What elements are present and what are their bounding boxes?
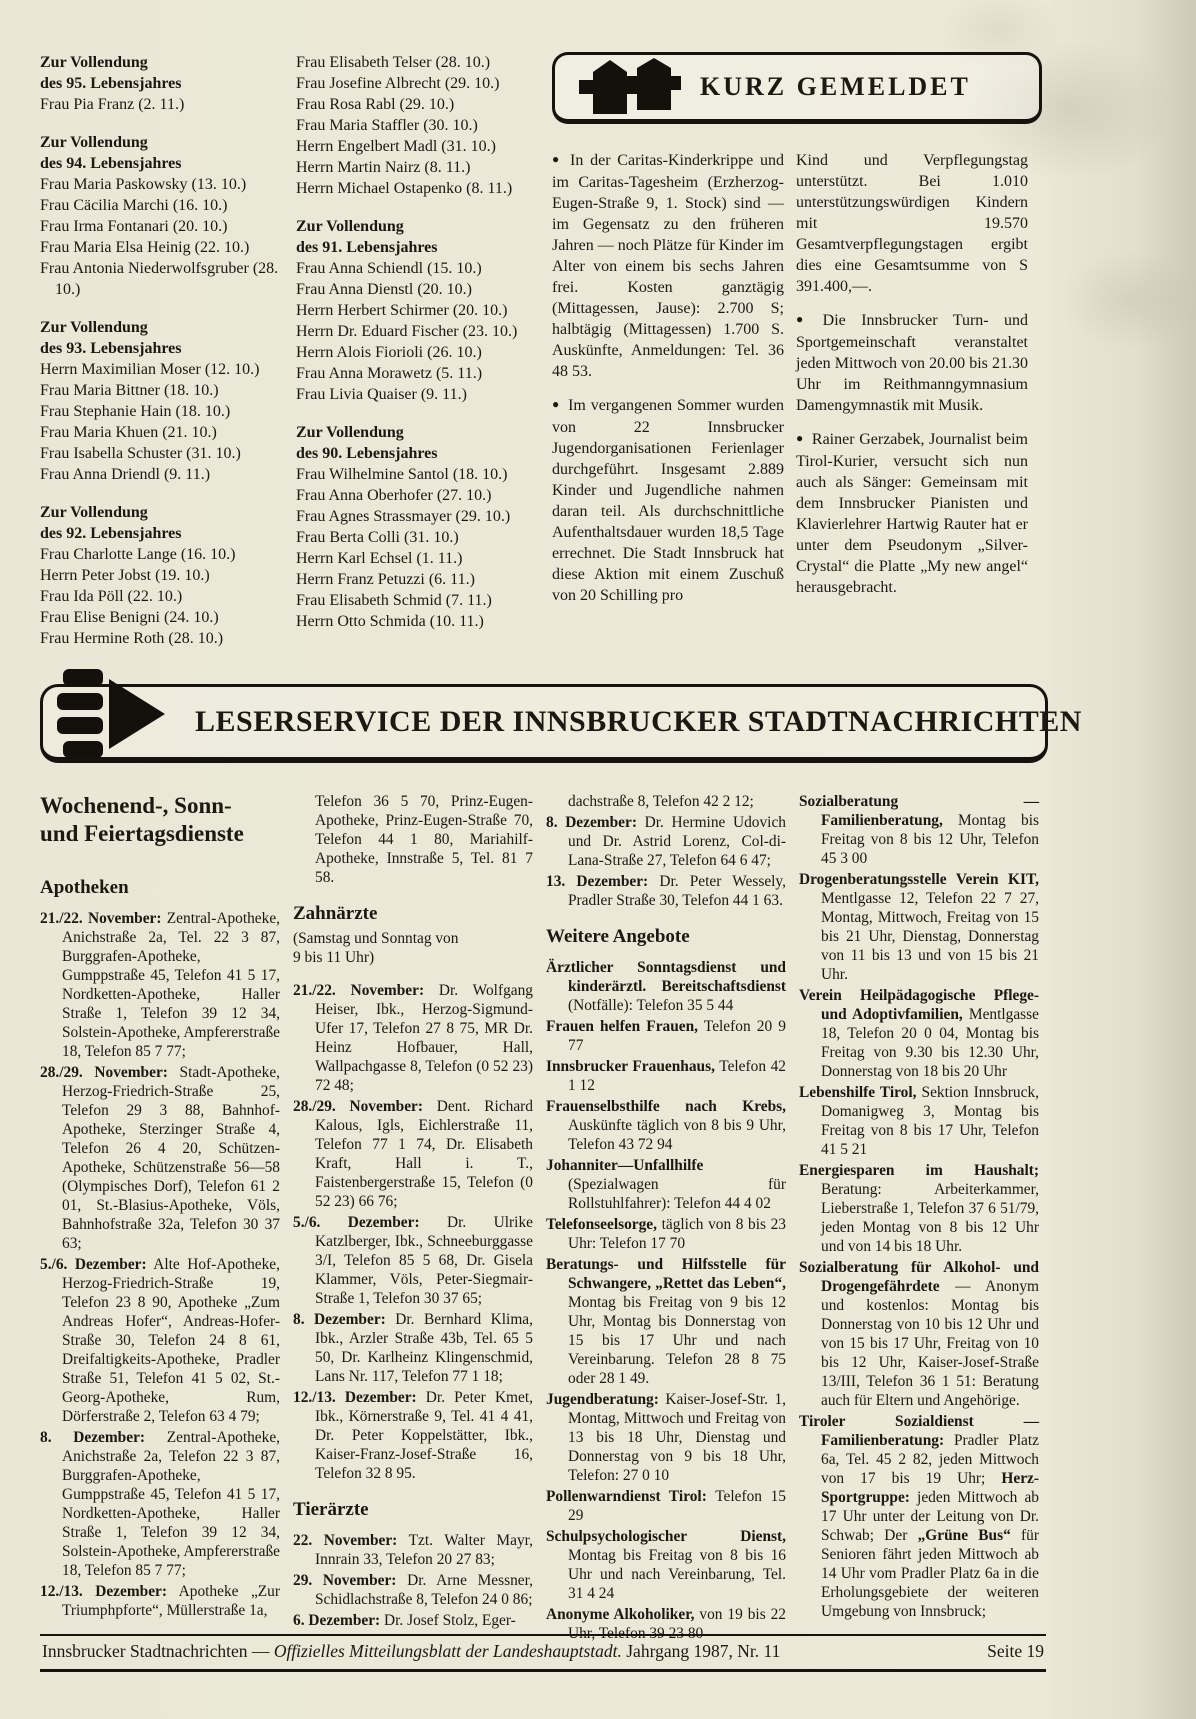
birthday-entry: Frau Elisabeth Telser (28. 10.): [296, 54, 491, 71]
service-entry-text: Pradler Platz 6a, Tel. 45 2 82, jeden Mittwoch von 17 bis 19 Uhr;: [821, 1432, 1039, 1487]
birthday-entry: Frau Charlotte Lange (16. 10.): [40, 546, 236, 563]
news-paragraph: [552, 150, 784, 382]
service-entry: [799, 986, 1039, 1081]
service-entry-text: Dr. Peter Kmet, Ibk., Körnerstraße 9, Tel. 41 4 41, Dr. Peter Koppelstätter, Ibk., Kaiser-Franz-Josef-Straße 16, Telefon 32 8 95.: [315, 1389, 533, 1482]
service-entry: [799, 1412, 1039, 1621]
services-column-4: [799, 792, 1039, 1645]
service-entry-lead: 5./6. Dezember:: [293, 1214, 420, 1231]
news-text: In der Caritas-Kinderkrippe und im Caritas-Tagesheim (Erzherzog-Eugen-Straße 9, 1. Stock) sind — im Gegensatz zu den früheren Jahren — noch Plätze für Kinder im Alter von einem bis sechs Jahren frei. Kosten ganztägig (Mittagessen, Jause): 2.700 S; halbtägig (Mittagessen) 1.700 S. Auskünfte, Anmeldungen: Tel. 36 48 53.: [552, 152, 784, 380]
service-category-note: [293, 929, 533, 967]
birthday-section: [40, 132, 284, 300]
service-entry-text: täglich von 8 bis 23 Uhr: Telefon 17 70: [568, 1216, 786, 1252]
service-category-heading: Zahnärzte: [293, 903, 378, 924]
service-entry-lead: Frauenselbsthilfe nach Krebs,: [546, 1098, 786, 1115]
birthday-entry: Herrn Herbert Schirmer (20. 10.): [296, 302, 508, 319]
birthday-title-line: Zur Vollendung: [296, 218, 404, 235]
service-entry-lead: Sozialberatung für Alkohol- und Drogengefährdete: [799, 1259, 1039, 1295]
leserservice-header: [40, 684, 1082, 763]
news-text: Rainer Gerzabek, Journalist beim Tirol-Kurier, versucht sich nun auch als Sänger: Gemeinsam mit dem Innsbrucker Pianisten und Klavierlehrer Hartwig Rauter hat er unter dem Pseudonym „Silver-Crystal“ die Platte „My new angel“ herausgebracht.: [796, 431, 1028, 596]
kurz-gemeldet-header: [552, 52, 1042, 124]
birthday-entry: Frau Stephanie Hain (18. 10.): [40, 403, 231, 420]
service-entry-text: Dr. Peter Wessely, Pradler Straße 30, Telefon 44 1 63.: [568, 873, 786, 909]
birthday-section-title: [40, 52, 284, 94]
service-entry-text: Montag bis Freitag von 8 bis 16 Uhr und nach Vereinbarung, Tel. 31 4 24: [568, 1547, 786, 1602]
services-main-heading: [40, 792, 280, 848]
service-entry: [293, 1097, 533, 1211]
service-entry-text: Tzt. Walter Mayr, Innrain 33, Telefon 20 27 83;: [315, 1532, 533, 1568]
service-entry-lead: 28./29. November:: [40, 1064, 168, 1081]
service-entry: [546, 1017, 786, 1055]
birthday-title-line: des 93. Lebensjahres: [40, 340, 182, 357]
birthday-entry: Herrn Maximilian Moser (12. 10.): [40, 361, 260, 378]
service-entry: [799, 1258, 1039, 1410]
news-text: Kind und Verpflegungstag unterstützt. Bei 1.010 unterstützungswürdigen Kindern mit 19.570 Gesamtverpflegungstagen ergibt dies eine Gesamtsumme von S 391.400,—.: [796, 152, 1028, 295]
service-entry-lead: 21./22. November:: [293, 982, 425, 999]
top-section: [40, 52, 1042, 666]
service-entry-text: Kaiser-Josef-Str. 1, Montag, Mittwoch und Freitag von 13 bis 18 Uhr, Dienstag und Donnerstag von 9 bis 18 Uhr, Telefon: 27 0 10: [568, 1391, 786, 1484]
birthday-section-title: [296, 216, 540, 258]
service-entry-lead: Sozialberatung — Familienberatung,: [799, 793, 1039, 829]
service-entry: [799, 792, 1039, 868]
service-entry-text: Mentlgasse 12, Telefon 22 7 27, Montag, Mittwoch, Freitag von 15 bis 21 Uhr, Dienstag, Donnerstag von 11 bis 13 und von 15 bis 21 Uhr.: [821, 890, 1039, 983]
service-entry-text: für Senioren fährt jeden Mittwoch ab 14 Uhr vom Pradler Platz 6a in die Erholungsgebiete der weiteren Umgebung von Innsbruck;: [821, 1527, 1039, 1620]
birthday-title-line: Zur Vollendung: [40, 54, 148, 71]
services-column-3: [546, 792, 786, 1645]
service-entry-text: jeden Mittwoch ab 17 Uhr unter der Leitung von Dr. Schwab; Der: [821, 1489, 1039, 1544]
birthday-entry: Frau Maria Elsa Heinig (22. 10.): [40, 239, 250, 256]
birthday-entry: Frau Hermine Roth (28. 10.): [40, 630, 224, 647]
service-entry: [40, 909, 280, 1061]
birthday-entry: Frau Maria Paskowsky (13. 10.): [40, 176, 247, 193]
heading-line: und Feiertagsdienste: [40, 821, 244, 846]
services-column-2: [293, 792, 533, 1645]
service-entry-lead: Anonyme Alkoholiker,: [546, 1606, 695, 1623]
service-entry-text: (Spezialwagen für Rollstuhlfahrer): Telefon 44 4 02: [568, 1176, 786, 1212]
birthday-entry: Herrn Michael Ostapenko (8. 11.): [296, 180, 513, 197]
bullet-icon: ●: [796, 312, 815, 326]
birthday-entry: Frau Ida Pöll (22. 10.): [40, 588, 183, 605]
services-section: [40, 792, 1042, 1645]
birthday-entry: Frau Maria Khuen (21. 10.): [40, 424, 217, 441]
birthday-entry: Frau Berta Colli (31. 10.): [296, 529, 459, 546]
service-entry-lead: Telefonseelsorge,: [546, 1216, 657, 1233]
birthday-entry: Frau Anna Schiendl (15. 10.): [296, 260, 482, 277]
birthday-section-title: [40, 502, 284, 544]
service-entry-lead: 22. November:: [293, 1532, 398, 1549]
service-entry-text: Zentral-Apotheke, Anichstraße 2a, Telefon 22 3 87, Burggrafen-Apotheke, Gumppstraße 45, Telefon 41 5 17, Nordketten-Apotheke, Haller Straße 1, Telefon 39 12 34, Solstein-Apotheke, Ampfererstraße 18, Telefon 85 7 77;: [62, 1429, 281, 1579]
service-entry-lead: 5./6. Dezember:: [40, 1256, 147, 1273]
service-entry-text: Beratung: Arbeiterkammer, Lieberstraße 1, Telefon 37 6 51/79, jeden Montag von 8 bis 12 Uhr und von 14 bis 18 Uhr.: [821, 1181, 1039, 1255]
service-entry-text: Alte Hof-Apotheke, Herzog-Friedrich-Straße 19, Telefon 23 8 90, Apotheke „Zum Andreas Hofer“, Andreas-Hofer-Straße 30, Telefon 24 8 61, Dreifaltigkeits-Apotheke, Pradler Straße 51, Telefon 41 5 02, St.-Georg-Apotheke, Rum, Dörferstraße 2, Telefon 63 4 79;: [62, 1256, 280, 1425]
service-entry: [799, 1161, 1039, 1256]
birthday-entry: Frau Anna Dienstl (20. 10.): [296, 281, 472, 298]
birthday-section-title: [296, 422, 540, 464]
birthday-entry: Frau Rosa Rabl (29. 10.): [296, 96, 455, 113]
birthday-column-1: [40, 52, 284, 666]
service-entry-lead: Herz-Sportgruppe:: [821, 1470, 1039, 1506]
service-entry: [546, 958, 786, 1015]
footer-paper-name: Innsbrucker Stadtnachrichten —: [42, 1641, 274, 1661]
service-entry: [799, 870, 1039, 984]
service-entry-lead: Lebenshilfe Tirol,: [799, 1084, 917, 1101]
birthday-entry: Herrn Martin Nairz (8. 11.): [296, 159, 471, 176]
birthday-entry: Herrn Engelbert Madl (31. 10.): [296, 138, 496, 155]
footer-issue: Jahrgang 1987, Nr. 11: [621, 1641, 781, 1661]
birthday-title-line: des 95. Lebensjahres: [40, 75, 182, 92]
bullet-icon: ●: [552, 152, 563, 166]
service-entry-text: dachstraße 8, Telefon 42 2 12;: [568, 793, 754, 810]
birthday-entry: Frau Anna Morawetz (5. 11.): [296, 365, 483, 382]
bullet-icon: ●: [552, 397, 561, 411]
news-column-1: [552, 150, 784, 619]
service-entry-lead: Innsbrucker Frauenhaus,: [546, 1058, 715, 1075]
kurz-gemeldet-area: [552, 52, 1042, 666]
birthday-section: [40, 317, 284, 485]
service-entry-lead: Ärztlicher Sonntagsdienst und kinderärztl. Bereitschaftsdienst: [546, 959, 786, 995]
service-entry-lead: Pollenwarndienst Tirol:: [546, 1488, 707, 1505]
service-entry: [293, 1310, 533, 1386]
news-text: Die Innsbrucker Turn- und Sportgemeinschaft veranstaltet jeden Mittwoch von 20.00 bis 21.30 Uhr im Reithmanngymnasium Damengymnastik mit Musik.: [796, 312, 1029, 414]
service-entry-lead: 8. Dezember:: [546, 814, 637, 831]
birthday-entry: Frau Maria Bittner (18. 10.): [40, 382, 219, 399]
service-entry-text: Apotheke „Zur Triumphpforte“, Müllerstraße 1a,: [62, 1583, 280, 1619]
service-entry-lead: 21./22. November:: [40, 910, 162, 927]
service-entry-text: Telefon 20 9 77: [568, 1018, 786, 1054]
service-entry: [546, 792, 786, 811]
service-entry-text: Dr. Hermine Udovich und Dr. Astrid Lorenz, Col-di-Lana-Straße 27, Telefon 64 6 47;: [568, 814, 786, 869]
birthday-entry: Herrn Peter Jobst (19. 10.): [40, 567, 210, 584]
service-entry-text: — Anonym und kostenlos: Montag bis Donnerstag von 10 bis 12 Uhr und von 15 bis 17 Uhr, Freitag von 10 bis 12 Uhr, Kaiser-Josef-Straße 13/III, Telefon 36 1 51: Beratung auch für Eltern und Angehörige.: [821, 1278, 1039, 1409]
heading-line: Wochenend-, Sonn-: [40, 793, 232, 818]
note-line: (Samstag und Sonntag von: [293, 930, 459, 947]
birthday-section-title: [40, 132, 284, 174]
service-entry: [546, 1390, 786, 1485]
birthday-section: [40, 52, 284, 115]
service-entry: [293, 792, 533, 887]
service-entry: [40, 1428, 280, 1580]
stacked-books-arrow-icon: [49, 663, 179, 779]
service-entry-lead: „Grüne Bus“: [917, 1527, 1011, 1544]
birthday-entry: Frau Antonia Niederwolfsgruber (28. 10.): [40, 260, 279, 298]
service-entry-text: Telefon 42 1 12: [568, 1058, 786, 1094]
birthday-title-line: des 94. Lebensjahres: [40, 155, 182, 172]
service-entry: [546, 1215, 786, 1253]
birthday-entry: Frau Anna Oberhofer (27. 10.): [296, 487, 492, 504]
page-footer: [40, 1634, 1046, 1672]
birthday-entry: Frau Pia Franz (2. 11.): [40, 96, 185, 113]
birthday-title-line: Zur Vollendung: [296, 424, 404, 441]
service-entry-text: Sektion Innsbruck, Domanigweg 3, Montag bis Freitag von 8 bis 17 Uhr, Telefon 41 5 21: [821, 1084, 1039, 1158]
service-entry-lead: 8. Dezember:: [40, 1429, 146, 1446]
service-entry-text: Telefon 36 5 70, Prinz-Eugen-Apotheke, Prinz-Eugen-Straße 70, Telefon 44 1 80, Mariahilf-Apotheke, Innstraße 5, Tel. 81 7 58.: [315, 793, 533, 886]
services-column-1: [40, 792, 280, 1645]
birthday-entry: Herrn Franz Petuzzi (6. 11.): [296, 571, 475, 588]
service-entry-lead: Schulpsychologischer Dienst,: [546, 1528, 786, 1545]
service-entry: [40, 1255, 280, 1426]
service-entry: [293, 1388, 533, 1483]
birthday-section: [296, 422, 540, 632]
service-entry-text: Dr. Wolfgang Heiser, Ibk., Herzog-Sigmund-Ufer 17, Telefon 27 8 75, MR Dr. Heinz Hofbauer, Hall, Wallpachgasse 8, Telefon (0 52 23) 72 48;: [315, 982, 533, 1094]
service-entry-text: Zentral-Apotheke, Anichstraße 2a, Tel. 22 3 87, Burggrafen-Apotheke, Gumppstraße 45, Telefon 41 5 17, Nordketten-Apotheke, Haller Straße 1, Telefon 39 12 34, Solstein-Apotheke, Ampfererstraße 18, Telefon 85 7 77;: [62, 910, 281, 1060]
service-entry: [293, 1531, 533, 1569]
birthday-entry: Herrn Dr. Eduard Fischer (23. 10.): [296, 323, 518, 340]
birthday-section: [40, 502, 284, 649]
birthday-entry: Herrn Otto Schmida (10. 11.): [296, 613, 484, 630]
service-entry-text: Stadt-Apotheke, Herzog-Friedrich-Straße 25, Telefon 29 3 88, Bahnhof-Apotheke, Sterzinger Straße 4, Telefon 26 4 20, Schützen-Apotheke, Schützenstraße 56—58 (Olympisches Dorf), Telefon 61 2 01, St.-Blasius-Apotheke, Völs, Bahnhofstraße 32a, Telefon 30 37 63;: [62, 1064, 280, 1252]
birthday-section: [296, 52, 540, 199]
service-entry-text: Mentlgasse 18, Telefon 20 0 04, Montag bis Freitag von 9.30 bis 12.30 Uhr, Donnerstag von 18 bis 20 Uhr: [821, 1006, 1039, 1080]
birthday-title-line: des 91. Lebensjahres: [296, 239, 438, 256]
birthday-entry: Frau Irma Fontanari (20. 10.): [40, 218, 228, 235]
service-category-heading: Tierärzte: [293, 1499, 369, 1520]
service-entry: [293, 1611, 533, 1630]
service-entry-lead: 12./13. Dezember:: [40, 1583, 168, 1600]
news-paragraph: [796, 150, 1028, 297]
service-entry-text: Telefon 15 29: [568, 1488, 786, 1524]
service-entry-text: Dr. Arne Messner, Schidlachstraße 8, Telefon 24 0 86;: [315, 1572, 533, 1608]
footer-subtitle: Offizielles Mitteilungsblatt der Landeshauptstadt.: [273, 1641, 622, 1661]
service-category-heading: Apotheken: [40, 877, 129, 898]
birthday-entry: Frau Cäcilia Marchi (16. 10.): [40, 197, 228, 214]
service-entry: [546, 813, 786, 870]
birthday-entry: Frau Isabella Schuster (31. 10.): [40, 445, 241, 462]
service-entry: [546, 1156, 786, 1213]
service-entry-lead: Jugendberatung:: [546, 1391, 659, 1408]
news-text: Im vergangenen Sommer wurden von 22 Innsbrucker Jugendorganisationen Ferienlager durchgeführt. Insgesamt 2.889 Kinder und Jugendliche nahmen daran teil. Als durchschnittliche Aufenthaltsdauer wurden 18,5 Tage errechnet. Die Stadt Innsbruck hat diese Aktion mit einem Zuschuß von 20 Schilling pro: [552, 397, 785, 604]
kurz-gemeldet-title: KURZ GEMELDET: [700, 72, 971, 101]
footer-imprint: [42, 1641, 780, 1662]
service-category-heading: Weitere Angebote: [546, 926, 690, 947]
city-buildings-emblem-icon: [571, 58, 683, 116]
service-entry: [546, 872, 786, 910]
service-entry-lead: Energiesparen im Haushalt;: [799, 1162, 1039, 1179]
birthday-entry: Frau Josefine Albrecht (29. 10.): [296, 75, 500, 92]
service-entry-lead: 12./13. Dezember:: [293, 1389, 417, 1406]
service-entry-lead: 28./29. November:: [293, 1098, 424, 1115]
service-entry-text: Auskünfte täglich von 8 bis 9 Uhr, Telefon 43 72 94: [568, 1117, 786, 1153]
service-entry-text: Montag bis Freitag von 8 bis 12 Uhr, Telefon 45 3 00: [821, 812, 1039, 867]
service-entry: [293, 1571, 533, 1609]
service-entry-lead: Beratungs- und Hilfsstelle für Schwangere, „Rettet das Leben“,: [546, 1256, 786, 1292]
service-entry: [546, 1527, 786, 1603]
service-entry: [546, 1057, 786, 1095]
service-entry-lead: Drogenberatungsstelle Verein KIT,: [799, 871, 1039, 888]
news-paragraph: [796, 310, 1028, 416]
service-entry-lead: Johanniter—Unfallhilfe: [546, 1157, 704, 1174]
birthday-title-line: des 92. Lebensjahres: [40, 525, 182, 542]
service-entry-text: von 19 bis 22 Uhr, Telefon 39 23 80: [568, 1606, 786, 1642]
birthday-entry: Frau Wilhelmine Santol (18. 10.): [296, 466, 508, 483]
service-entry-text: Dr. Josef Stolz, Eger-: [380, 1612, 516, 1629]
birthday-entry: Frau Agnes Strassmayer (29. 10.): [296, 508, 511, 525]
service-entry: [293, 1213, 533, 1308]
service-entry-lead: Verein Heilpädagogische Pflege- und Adoptivfamilien,: [799, 987, 1039, 1023]
birthday-title-line: Zur Vollendung: [40, 504, 148, 521]
note-line: 9 bis 11 Uhr): [293, 949, 375, 966]
news-columns: [552, 150, 1042, 619]
service-entry: [293, 981, 533, 1095]
birthday-title-line: des 90. Lebensjahres: [296, 445, 438, 462]
service-entry-lead: Frauen helfen Frauen,: [546, 1018, 699, 1035]
service-entry-text: Dent. Richard Kalous, Igls, Eichlerstraße 11, Telefon 77 1 74, Dr. Elisabeth Kraft, Hall i. T., Faistenbergerstraße 15, Telefon (0 52 23) 66 76;: [315, 1098, 533, 1210]
footer-page-number: Seite 19: [987, 1641, 1044, 1661]
service-entry: [40, 1063, 280, 1253]
service-entry-text: Montag bis Freitag von 9 bis 12 Uhr, Montag bis Donnerstag von 15 bis 17 Uhr und nach Vereinbarung. Telefon 28 8 75 oder 28 1 49.: [568, 1294, 786, 1387]
service-entry: [546, 1097, 786, 1154]
birthday-entry: Frau Maria Staffler (30. 10.): [296, 117, 478, 134]
service-entry-lead: 6. Dezember:: [293, 1612, 381, 1629]
service-entry-lead: 8. Dezember:: [293, 1311, 386, 1328]
service-entry: [799, 1083, 1039, 1159]
birthday-entry: Herrn Karl Echsel (1. 11.): [296, 550, 463, 567]
birthday-entry: Herrn Alois Fiorioli (26. 10.): [296, 344, 482, 361]
service-entry-lead: 13. Dezember:: [546, 873, 649, 890]
service-entry-text: Dr. Bernhard Klima, Ibk., Arzler Straße 43b, Tel. 65 5 50, Dr. Karlheinz Klingenschmid, Lans Nr. 117, Telefon 77 1 18;: [315, 1311, 533, 1385]
service-entry: [546, 1255, 786, 1388]
service-entry-text: (Notfälle): Telefon 35 5 44: [568, 997, 734, 1014]
leserservice-title: LESERSERVICE DER INNSBRUCKER STADTNACHRICHTEN: [195, 705, 1082, 738]
birthday-title-line: Zur Vollendung: [40, 319, 148, 336]
birthday-title-line: Zur Vollendung: [40, 134, 148, 151]
birthday-entry: Frau Livia Quaiser (9. 11.): [296, 386, 467, 403]
service-entry-lead: Tiroler Sozialdienst — Familienberatung:: [799, 1413, 1039, 1449]
news-paragraph: [796, 429, 1028, 598]
birthday-section: [296, 216, 540, 405]
birthday-column-2: [296, 52, 540, 666]
news-column-2: [796, 150, 1028, 619]
service-entry-text: Dr. Ulrike Katzlberger, Ibk., Schneeburggasse 3/I, Telefon 85 5 68, Dr. Gisela Klammer, Völs, Peter-Siegmair-Straße 1, Telefon 30 37 65;: [315, 1214, 533, 1307]
birthday-entry: Frau Elise Benigni (24. 10.): [40, 609, 219, 626]
service-entry: [546, 1487, 786, 1525]
birthday-section-title: [40, 317, 284, 359]
news-paragraph: [552, 395, 784, 606]
service-entry: [40, 1582, 280, 1620]
service-entry-lead: 29. November:: [293, 1572, 397, 1589]
birthday-entry: Frau Anna Driendl (9. 11.): [40, 466, 211, 483]
birthday-entry: Frau Elisabeth Schmid (7. 11.): [296, 592, 492, 609]
bullet-icon: ●: [796, 431, 804, 445]
